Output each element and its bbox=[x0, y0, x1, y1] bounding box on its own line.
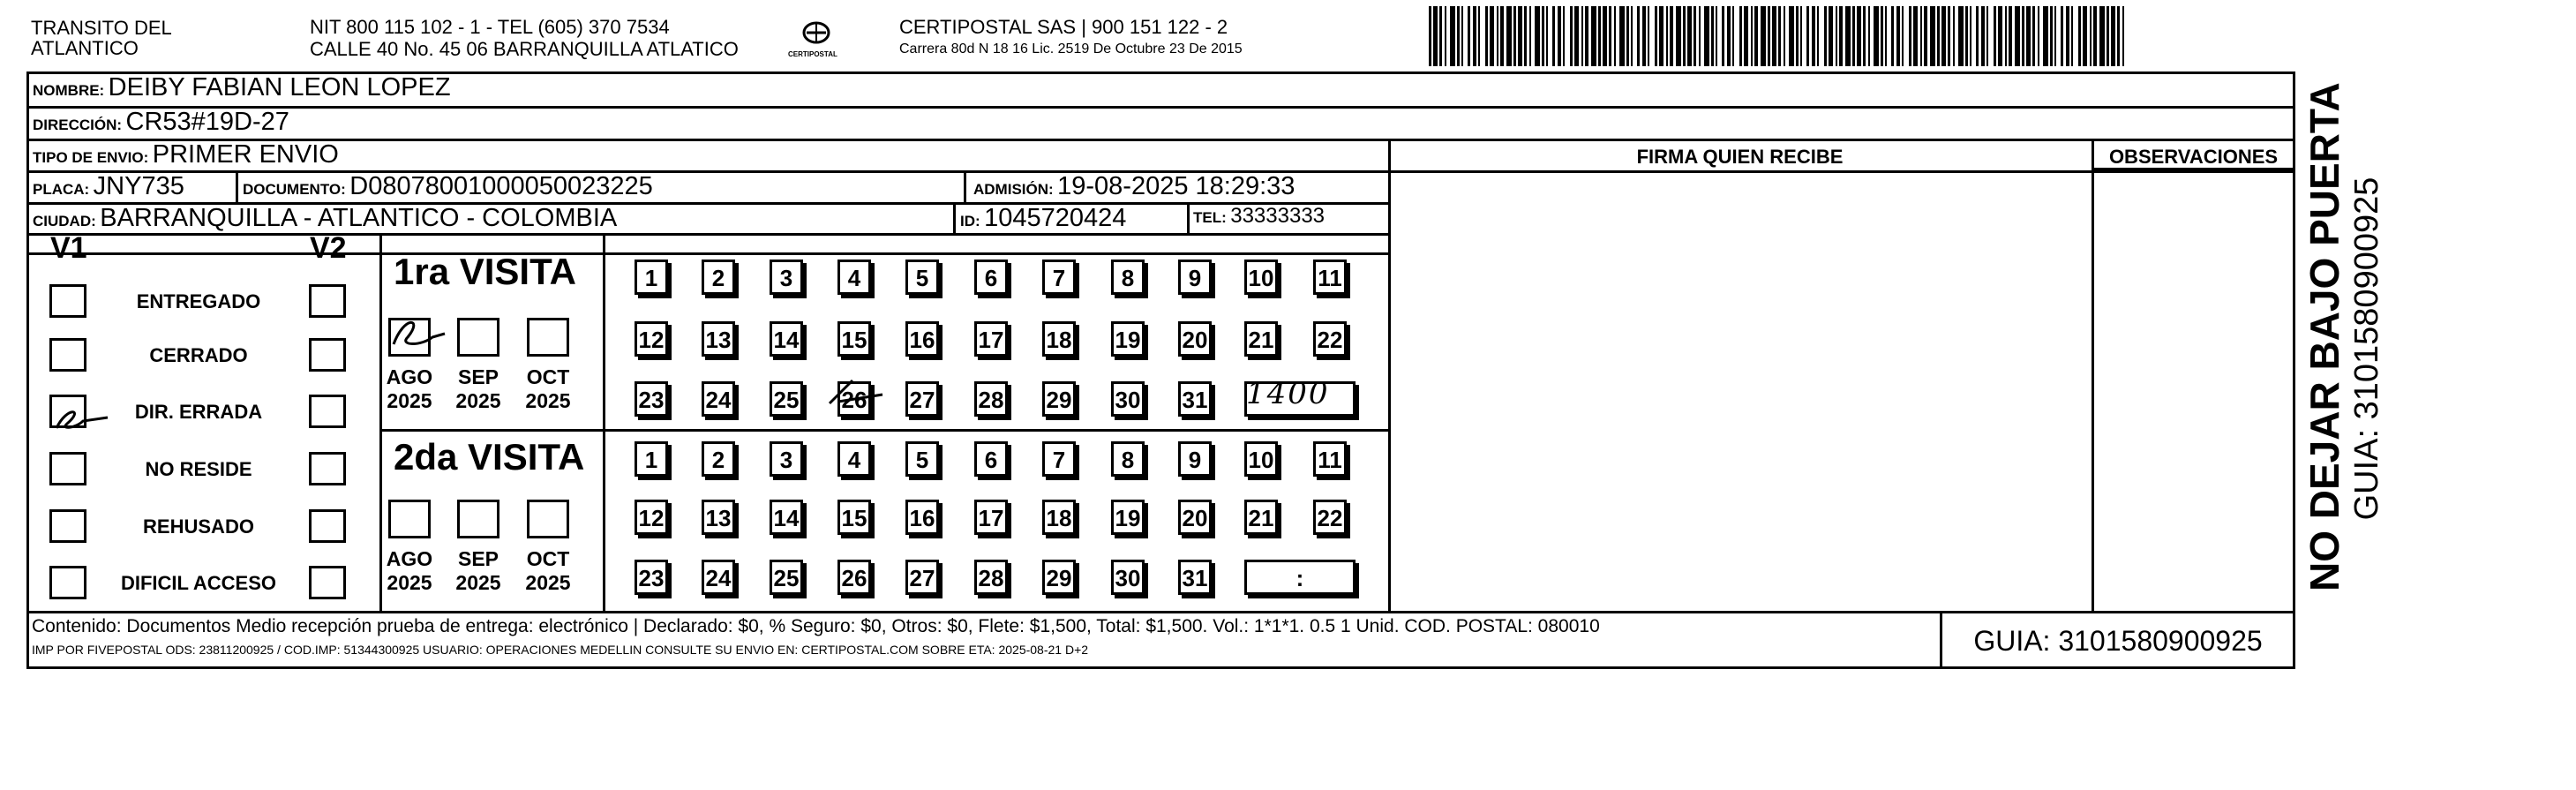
logo-text: CERTIPOSTAL bbox=[788, 50, 837, 58]
barcode-bar bbox=[1478, 6, 1480, 66]
barcode-bar bbox=[1744, 6, 1748, 66]
id-cell bbox=[960, 204, 1126, 233]
barcode-bar bbox=[1909, 6, 1911, 66]
day-box[interactable]: 3 bbox=[770, 441, 803, 477]
barcode-bar bbox=[1970, 6, 1971, 66]
day-box[interactable]: 25 bbox=[770, 381, 803, 417]
day-box[interactable]: 31 bbox=[1178, 560, 1212, 595]
barcode-bar bbox=[1817, 6, 1819, 66]
documento-value: D08078001000050023225 bbox=[349, 172, 653, 200]
v2-checkbox[interactable] bbox=[309, 566, 346, 599]
barcode-bar bbox=[1845, 6, 1851, 66]
day-box[interactable]: 2 bbox=[702, 441, 735, 477]
barcode-bar bbox=[1704, 6, 1709, 66]
barcode-bar bbox=[1953, 6, 1955, 66]
barcode-bar bbox=[2107, 6, 2109, 66]
barcode-bar bbox=[1433, 6, 1438, 66]
v1-checkbox[interactable] bbox=[49, 338, 86, 372]
barcode-bar bbox=[1609, 6, 1611, 66]
day-box[interactable]: 19 bbox=[1111, 500, 1145, 535]
barcode-bar bbox=[2043, 6, 2048, 66]
day-box[interactable]: 16 bbox=[905, 321, 939, 357]
side-warning: NO DEJAR BAJO PUERTA bbox=[2302, 82, 2347, 591]
barcode-bar bbox=[1670, 6, 1673, 66]
year-label: 2025 bbox=[387, 389, 432, 412]
barcode-bar bbox=[1768, 6, 1770, 66]
barcode-bar bbox=[1913, 6, 1918, 66]
barcode-bar bbox=[1924, 6, 1927, 66]
status-label: DIR. ERRADA bbox=[134, 401, 263, 423]
direccion-row bbox=[33, 108, 289, 137]
barcode-bar bbox=[1986, 6, 1988, 66]
barcode-bar bbox=[1529, 6, 1531, 66]
day-box[interactable]: 6 bbox=[974, 260, 1008, 295]
month-checkbox[interactable] bbox=[457, 500, 499, 538]
documento-cell bbox=[243, 172, 653, 201]
month-label: SEP bbox=[457, 547, 499, 570]
barcode-bar bbox=[1648, 6, 1649, 66]
side-guia: GUIA: 3101580900925 bbox=[2348, 177, 2385, 521]
barcode-bar bbox=[1445, 6, 1446, 66]
barcode-bar bbox=[1761, 6, 1766, 66]
barcode-bar bbox=[1711, 6, 1714, 66]
barcode-bar bbox=[1998, 6, 2002, 66]
status-label: REHUSADO bbox=[143, 515, 254, 538]
barcode-bar bbox=[2111, 6, 2115, 66]
barcode-bar bbox=[1941, 6, 1946, 66]
day-box[interactable]: 8 bbox=[1111, 260, 1145, 295]
day-box[interactable]: 15 bbox=[837, 321, 871, 357]
day-box[interactable]: 29 bbox=[1042, 381, 1076, 417]
barcode-bar bbox=[1535, 6, 1540, 66]
barcode-bar bbox=[1485, 6, 1488, 66]
day-box[interactable]: 3 bbox=[770, 260, 803, 295]
transito-label: TRANSITO DEL ATLANTICO bbox=[31, 17, 172, 59]
barcode-bar bbox=[1857, 6, 1861, 66]
barcode-bar bbox=[1513, 6, 1516, 66]
month-checkbox[interactable] bbox=[527, 318, 569, 357]
barcode-bar bbox=[2093, 6, 2097, 66]
barcode-bar bbox=[1619, 6, 1625, 66]
barcode-bar bbox=[1468, 6, 1470, 66]
company-line-1: CERTIPOSTAL SAS | 900 151 122 - 2 bbox=[899, 16, 1228, 38]
barcode-bar bbox=[1497, 6, 1498, 66]
v2-checkbox[interactable] bbox=[309, 338, 346, 372]
day-box[interactable]: 26 bbox=[837, 381, 871, 417]
year-label: 2025 bbox=[525, 571, 571, 594]
barcode-bar bbox=[1937, 6, 1940, 66]
barcode-bar bbox=[1930, 6, 1935, 66]
day-box[interactable]: 11 bbox=[1313, 260, 1347, 295]
barcode-bar bbox=[1546, 6, 1548, 66]
barcode-bar bbox=[1863, 6, 1866, 66]
day-box[interactable]: 16 bbox=[905, 500, 939, 535]
status-label: DIFICIL ACCESO bbox=[120, 572, 276, 594]
day-box[interactable]: 23 bbox=[635, 381, 668, 417]
year-label: 2025 bbox=[455, 389, 501, 412]
barcode-bar bbox=[2099, 6, 2105, 66]
barcode-bar bbox=[1642, 6, 1646, 66]
day-box[interactable]: 21 bbox=[1244, 321, 1278, 357]
status-label: ENTREGADO bbox=[136, 290, 261, 312]
day-box[interactable]: 14 bbox=[770, 500, 803, 535]
barcode-bar bbox=[1687, 6, 1692, 66]
barcode-bar bbox=[1754, 6, 1758, 66]
status-label: NO RESIDE bbox=[145, 458, 252, 480]
barcode-bar bbox=[1518, 6, 1522, 66]
barcode-bar bbox=[1778, 6, 1781, 66]
v2-checkbox[interactable] bbox=[309, 452, 346, 485]
barcode-bar bbox=[1796, 6, 1799, 66]
barcode-bar bbox=[1506, 6, 1512, 66]
barcode-bar bbox=[1631, 6, 1633, 66]
day-box[interactable]: 9 bbox=[1178, 260, 1212, 295]
month-label: OCT bbox=[526, 547, 570, 570]
barcode-bar bbox=[1581, 6, 1583, 66]
firma-label: FIRMA QUIEN RECIBE bbox=[1636, 146, 1844, 168]
day-box[interactable]: 28 bbox=[974, 381, 1008, 417]
day-box[interactable]: 14 bbox=[770, 321, 803, 357]
direccion-value: CR53#19D-27 bbox=[125, 108, 289, 136]
barcode-bar bbox=[1683, 6, 1686, 66]
barcode-bar bbox=[1896, 6, 1900, 66]
day-box[interactable]: 2 bbox=[702, 260, 735, 295]
barcode-bar bbox=[1439, 6, 1442, 66]
barcode-bar bbox=[1450, 6, 1455, 66]
day-box[interactable]: 6 bbox=[974, 441, 1008, 477]
day-box[interactable]: 9 bbox=[1178, 441, 1212, 477]
footer-guia: GUIA: 3101580900925 bbox=[1973, 625, 2263, 657]
month-label: OCT bbox=[526, 365, 570, 388]
barcode-bar bbox=[2122, 6, 2124, 66]
barcode-bar bbox=[1637, 6, 1640, 66]
v1-checkbox[interactable] bbox=[49, 566, 86, 599]
barcode-bar bbox=[2071, 6, 2073, 66]
day-box[interactable]: 25 bbox=[770, 560, 803, 595]
barcode-bar bbox=[1948, 6, 1950, 66]
ciudad-label: CIUDAD: bbox=[33, 213, 96, 229]
barcode-bar bbox=[1666, 6, 1668, 66]
v1-checkbox[interactable] bbox=[49, 509, 86, 543]
ciudad-value: BARRANQUILLA - ATLANTICO - COLOMBIA bbox=[100, 204, 618, 232]
month-checkbox[interactable] bbox=[457, 318, 499, 357]
handwritten-v1-mark bbox=[49, 402, 111, 441]
barcode-bar bbox=[2061, 6, 2063, 66]
barcode-bar bbox=[1751, 6, 1753, 66]
barcode-bar bbox=[1574, 6, 1579, 66]
day-box[interactable]: 24 bbox=[702, 560, 735, 595]
time-box[interactable]: : bbox=[1244, 560, 1356, 595]
year-label: 2025 bbox=[387, 571, 432, 594]
month-checkbox[interactable] bbox=[527, 500, 569, 538]
barcode-bar bbox=[1732, 6, 1734, 66]
barcode-bar bbox=[1800, 6, 1802, 66]
v2-checkbox[interactable] bbox=[309, 284, 346, 318]
barcode-bar bbox=[1699, 6, 1701, 66]
barcode-bar bbox=[1784, 6, 1785, 66]
barcode-bar bbox=[1806, 6, 1809, 66]
barcode-bar bbox=[1558, 6, 1561, 66]
day-box[interactable]: 27 bbox=[905, 381, 939, 417]
month-label: AGO bbox=[386, 365, 433, 388]
day-box[interactable]: 17 bbox=[974, 500, 1008, 535]
barcode-bar bbox=[1965, 6, 1968, 66]
barcode-bar bbox=[1902, 6, 1904, 66]
barcode-bar bbox=[1836, 6, 1837, 66]
tel-cell bbox=[1193, 204, 1325, 229]
day-box[interactable]: 5 bbox=[905, 260, 939, 295]
day-box[interactable]: 1 bbox=[635, 260, 668, 295]
barcode-bar bbox=[1829, 6, 1833, 66]
nit-line-1: NIT 800 115 102 - 1 - TEL (605) 370 7534 bbox=[310, 16, 670, 38]
year-label: 2025 bbox=[525, 389, 571, 412]
day-box[interactable]: 29 bbox=[1042, 560, 1076, 595]
day-box[interactable]: 22 bbox=[1313, 500, 1347, 535]
handwritten-month-mark bbox=[387, 311, 448, 359]
day-box[interactable]: 13 bbox=[702, 321, 735, 357]
barcode-bar bbox=[1885, 6, 1887, 66]
barcode-bar bbox=[1429, 6, 1431, 66]
barcode-bar bbox=[2054, 6, 2056, 66]
barcode-bar bbox=[1868, 6, 1870, 66]
nombre-label: NOMBRE: bbox=[33, 82, 105, 99]
barcode-bar bbox=[1542, 6, 1544, 66]
day-box[interactable]: 30 bbox=[1111, 560, 1145, 595]
barcode-bar bbox=[1727, 6, 1731, 66]
barcode-bar bbox=[2038, 6, 2039, 66]
v1-checkbox[interactable] bbox=[49, 452, 86, 485]
company-line-2: Carrera 80d N 18 16 Lic. 2519 De Octubre 23 De 2015 bbox=[899, 41, 1243, 56]
day-box[interactable]: 23 bbox=[635, 560, 668, 595]
barcode-bar bbox=[1659, 6, 1664, 66]
barcode-bar bbox=[1722, 6, 1724, 66]
barcode-bar bbox=[1981, 6, 1985, 66]
barcode-bar bbox=[2078, 6, 2081, 66]
year-label: 2025 bbox=[455, 571, 501, 594]
day-box[interactable]: 20 bbox=[1178, 321, 1212, 357]
placa-value: JNY735 bbox=[93, 172, 184, 200]
footer-contenido: Contenido: Documentos Medio recepción prueba de entrega: electrónico | Declarado: $0, % Seguro: $0, Otros: $0, Flete: $1,500, Total: $1,500. Vol.: 1*1*1. 0.5 1 Unid. COD. POSTAL: 080010 bbox=[32, 616, 1600, 636]
certipostal-logo bbox=[790, 13, 843, 66]
month-checkbox[interactable] bbox=[388, 500, 431, 538]
id-label: ID: bbox=[960, 213, 980, 229]
tipo-value: PRIMER ENVIO bbox=[152, 140, 339, 169]
barcode-bar bbox=[1585, 6, 1588, 66]
month-label: AGO bbox=[386, 547, 433, 570]
month-label: SEP bbox=[457, 365, 499, 388]
day-box[interactable]: 24 bbox=[702, 381, 735, 417]
day-box[interactable]: 10 bbox=[1244, 441, 1278, 477]
visit-2-title: 2da VISITA bbox=[394, 436, 585, 478]
barcode-bar bbox=[1676, 6, 1681, 66]
visit-1-title: 1ra VISITA bbox=[394, 251, 576, 292]
barcode-bar bbox=[2066, 6, 2069, 66]
admision-cell bbox=[973, 172, 1295, 201]
barcode-bar bbox=[1626, 6, 1629, 66]
barcode-bar bbox=[1716, 6, 1717, 66]
admision-label: ADMISIÓN: bbox=[973, 181, 1054, 198]
barcode-bar bbox=[2009, 6, 2012, 66]
tipo-label: TIPO DE ENVIO: bbox=[33, 149, 149, 166]
barcode-bar bbox=[1772, 6, 1776, 66]
barcode-bar bbox=[2117, 6, 2120, 66]
barcode-bar bbox=[1591, 6, 1596, 66]
day-box[interactable]: 21 bbox=[1244, 500, 1278, 535]
side-panel bbox=[2302, 82, 2399, 591]
day-box[interactable]: 5 bbox=[905, 441, 939, 477]
day-box[interactable]: 10 bbox=[1244, 260, 1278, 295]
day-box[interactable]: 26 bbox=[837, 560, 871, 595]
day-box[interactable]: 17 bbox=[974, 321, 1008, 357]
day-box[interactable]: 7 bbox=[1042, 441, 1076, 477]
barcode-bar bbox=[1958, 6, 1964, 66]
day-box[interactable]: 31 bbox=[1178, 381, 1212, 417]
status-label: CERRADO bbox=[149, 344, 248, 366]
documento-label: DOCUMENTO: bbox=[243, 181, 346, 198]
barcode-bar bbox=[1739, 6, 1742, 66]
id-value: 1045720424 bbox=[984, 204, 1127, 232]
tel-value: 33333333 bbox=[1230, 204, 1326, 228]
barcode-bar bbox=[2015, 6, 2020, 66]
day-box[interactable]: 1 bbox=[635, 441, 668, 477]
day-box[interactable]: 11 bbox=[1313, 441, 1347, 477]
day-box[interactable]: 28 bbox=[974, 560, 1008, 595]
day-box[interactable]: 7 bbox=[1042, 260, 1076, 295]
day-box[interactable]: 12 bbox=[635, 500, 668, 535]
placa-cell bbox=[33, 172, 184, 201]
v1-header: V1 bbox=[50, 231, 87, 265]
barcode-bar bbox=[1891, 6, 1894, 66]
day-box[interactable]: 27 bbox=[905, 560, 939, 595]
barcode-bar bbox=[1881, 6, 1883, 66]
day-box[interactable]: 4 bbox=[837, 260, 871, 295]
barcode-bar bbox=[1500, 6, 1504, 66]
barcode-bar bbox=[1824, 6, 1827, 66]
barcode-bar bbox=[1603, 6, 1607, 66]
barcode-bar bbox=[2022, 6, 2024, 66]
barcode bbox=[1429, 6, 2135, 71]
observaciones-label: OBSERVACIONES bbox=[2108, 146, 2279, 168]
day-box[interactable]: 19 bbox=[1111, 321, 1145, 357]
barcode-bar bbox=[1655, 6, 1657, 66]
day-box[interactable]: 20 bbox=[1178, 500, 1212, 535]
day-box[interactable]: 4 bbox=[837, 441, 871, 477]
barcode-bar bbox=[1552, 6, 1555, 66]
barcode-bar bbox=[1852, 6, 1855, 66]
barcode-bar bbox=[1874, 6, 1879, 66]
v2-header: V2 bbox=[310, 231, 347, 265]
v1-checkbox[interactable] bbox=[49, 284, 86, 318]
barcode-bar bbox=[1976, 6, 1979, 66]
nit-line-2: CALLE 40 No. 45 06 BARRANQUILLA ATLATICO bbox=[310, 38, 739, 60]
barcode-bar bbox=[2026, 6, 2031, 66]
barcode-bar bbox=[1524, 6, 1527, 66]
barcode-bar bbox=[2032, 6, 2035, 66]
direccion-label: DIRECCIÓN: bbox=[33, 117, 123, 133]
barcode-bar bbox=[1920, 6, 1922, 66]
day-box[interactable]: 13 bbox=[702, 500, 735, 535]
day-box[interactable]: 18 bbox=[1042, 500, 1076, 535]
day-box[interactable]: 15 bbox=[837, 500, 871, 535]
barcode-bar bbox=[1461, 6, 1463, 66]
barcode-bar bbox=[1457, 6, 1460, 66]
tel-label: TEL: bbox=[1193, 209, 1227, 226]
barcode-bar bbox=[1789, 6, 1794, 66]
tipo-row bbox=[33, 140, 339, 169]
admision-value: 19-08-2025 18:29:33 bbox=[1057, 172, 1296, 200]
nombre-value: DEIBY FABIAN LEON LOPEZ bbox=[108, 73, 451, 102]
day-box[interactable]: 8 bbox=[1111, 441, 1145, 477]
day-box[interactable]: 30 bbox=[1111, 381, 1145, 417]
barcode-bar bbox=[1812, 6, 1815, 66]
v2-checkbox[interactable] bbox=[309, 395, 346, 428]
footer-imp: IMP POR FIVEPOSTAL ODS: 23811200925 / COD.IMP: 51344300925 USUARIO: OPERACIONES MEDELLIN CONSULTE SU ENVIO EN: CERTIPOSTAL.COM SOBRE ETA: 2025-08-21 D+2 bbox=[32, 643, 1089, 657]
barcode-bar bbox=[1598, 6, 1601, 66]
day-box[interactable]: 18 bbox=[1042, 321, 1076, 357]
day-box[interactable]: 22 bbox=[1313, 321, 1347, 357]
nombre-row bbox=[33, 73, 451, 102]
barcode-bar bbox=[1570, 6, 1573, 66]
v2-checkbox[interactable] bbox=[309, 509, 346, 543]
barcode-bar bbox=[1994, 6, 1996, 66]
barcode-bar bbox=[2050, 6, 2053, 66]
day-box[interactable]: 12 bbox=[635, 321, 668, 357]
barcode-bar bbox=[1490, 6, 1494, 66]
barcode-bar bbox=[1839, 6, 1843, 66]
handwritten-time: 1400 bbox=[1246, 376, 1330, 411]
ciudad-cell bbox=[33, 204, 617, 233]
barcode-bar bbox=[2005, 6, 2007, 66]
barcode-bar bbox=[1473, 6, 1476, 66]
handwritten-day-mark bbox=[826, 375, 888, 415]
barcode-bar bbox=[2083, 6, 2087, 66]
barcode-bar bbox=[1614, 6, 1616, 66]
barcode-bar bbox=[2090, 6, 2092, 66]
placa-label: PLACA: bbox=[33, 181, 90, 198]
barcode-bar bbox=[1694, 6, 1696, 66]
barcode-bar bbox=[1563, 6, 1565, 66]
